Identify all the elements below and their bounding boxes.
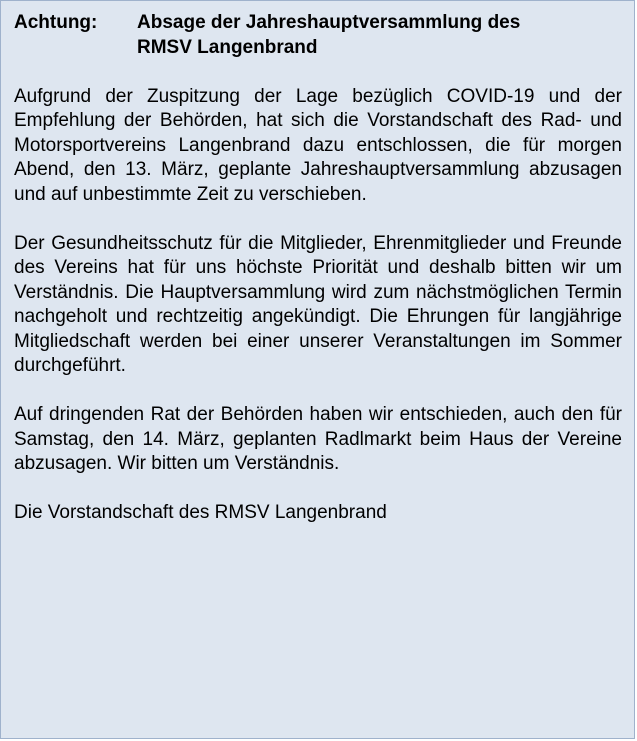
paragraph-cancellation: Aufgrund der Zuspitzung der Lage bezüglich COVID-19 und der Empfehlung der Behörden, hat sich die Vorstandschaft des Rad- und Motorsportvereins Langenbrand dazu entschlossen, die für morgen Abend, den 13. März, geplante Jahreshauptversammlung abzusagen und auf unbestimmte Zeit zu verschieben.	[14, 85, 622, 205]
notice-title-line-1: Absage der Jahreshauptversammlung des	[137, 12, 521, 33]
notice-title-line-2: RMSV Langenbrand	[137, 36, 318, 58]
notice-title	[137, 11, 622, 60]
notice-header	[14, 11, 622, 60]
paragraph-health-protection: Der Gesundheitsschutz für die Mitglieder, Ehrenmitglieder und Freunde des Vereins hat für uns höchste Priorität und deshalb bitten wir um Verständnis. Die Hauptversammlung wird zum nächstmöglichen Termin nachgeholt und rechtzeitig angekündigt. Die Ehrungen für langjährige Mitgliedschaft werden bei einer unserer Veranstaltungen im Sommer durchgeführt.	[14, 232, 622, 376]
signature: Die Vorstandschaft des RMSV Langenbrand	[14, 502, 387, 523]
notice-label: Achtung:	[14, 12, 98, 33]
paragraph-radlmarkt: Auf dringenden Rat der Behörden haben wir entschieden, auch den für Samstag, den 14. März, geplanten Radlmarkt beim Haus der Vereine abzusagen. Wir bitten um Verständnis.	[14, 404, 622, 474]
